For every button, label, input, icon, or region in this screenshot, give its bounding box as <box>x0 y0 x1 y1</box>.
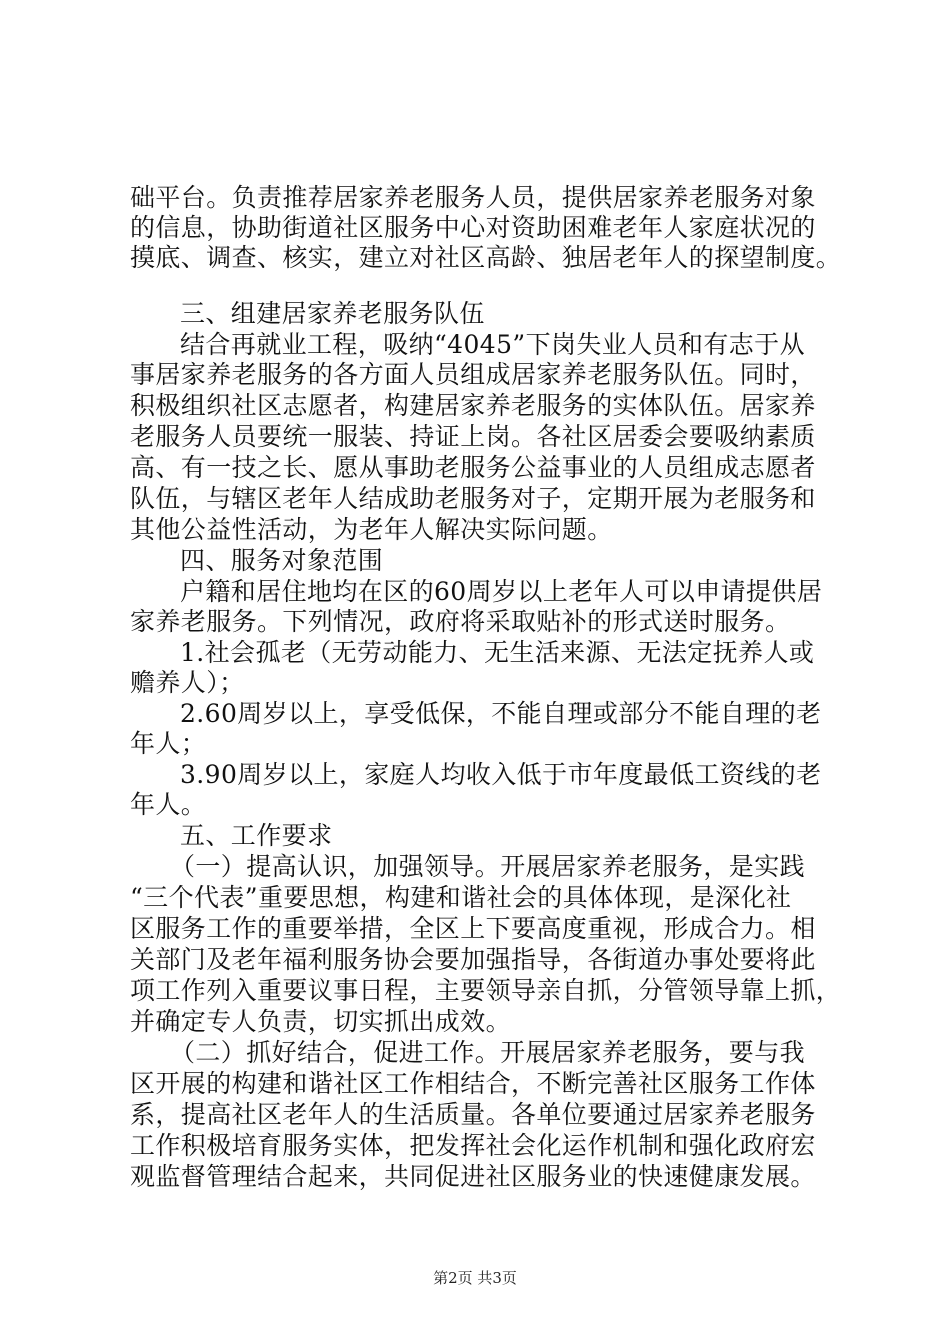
paragraph-line: 础平台。负责推荐居家养老服务人员，提供居家养老服务对象 <box>130 183 816 212</box>
paragraph-line: 结合再就业工程，吸纳“4045”下岗失业人员和有志于从 <box>180 330 805 359</box>
paragraph-line: （一）提高认识，加强领导。开展居家养老服务，是实践 <box>170 852 806 881</box>
paragraph-line: 高、有一技之长、愿从事助老服务公益事业的人员组成志愿者 <box>130 453 816 482</box>
section-heading: 五、工作要求 <box>180 821 333 850</box>
paragraph-line: 工作积极培育服务实体，把发挥社会化运作机制和强化政府宏 <box>130 1131 816 1160</box>
paragraph-line: 观监督管理结合起来，共同促进社区服务业的快速健康发展。 <box>130 1162 816 1191</box>
paragraph-line: 并确定专人负责，切实抓出成效。 <box>130 1007 512 1036</box>
list-item-line: 赡养人）； <box>130 668 245 697</box>
paragraph-line: 的信息，协助街道社区服务中心对资助困难老年人家庭状况的 <box>130 213 816 242</box>
list-item-line: 1.社会孤老（无劳动能力、无生活来源、无法定抚养人或 <box>180 638 815 667</box>
list-item-line: 2.60周岁以上，享受低保，不能自理或部分不能自理的老 <box>180 699 822 728</box>
paragraph-line: 区服务工作的重要举措，全区上下要高度重视，形成合力。相 <box>130 914 816 943</box>
paragraph-line: 队伍，与辖区老年人结成助老服务对子，定期开展为老服务和 <box>130 484 816 513</box>
paragraph-line: 事居家养老服务的各方面人员组成居家养老服务队伍。同时， <box>130 360 816 389</box>
section-heading: 四、服务对象范围 <box>180 546 384 575</box>
section-heading: 三、组建居家养老服务队伍 <box>180 299 485 328</box>
paragraph-line: 积极组织社区志愿者，构建居家养老服务的实体队伍。居家养 <box>130 391 816 420</box>
paragraph-line: （二）抓好结合，促进工作。开展居家养老服务，要与我 <box>170 1038 806 1067</box>
list-item-line: 年人。 <box>130 790 207 819</box>
paragraph-line: 项工作列入重要议事日程，主要领导亲自抓，分管领导靠上抓， <box>130 976 842 1005</box>
paragraph-line: 系，提高社区老年人的生活质量。各单位要通过居家养老服务 <box>130 1100 816 1129</box>
page-number-footer: 第2页 共3页 <box>433 1269 517 1287</box>
paragraph-line: 摸底、调查、核实，建立对社区高龄、独居老年人的探望制度。 <box>130 243 842 272</box>
list-item-line: 年人； <box>130 729 207 758</box>
paragraph-line: 家养老服务。下列情况，政府将采取贴补的形式送时服务。 <box>130 607 791 636</box>
paragraph-line: 户籍和居住地均在区的60周岁以上老年人可以申请提供居 <box>180 577 823 606</box>
paragraph-line: 关部门及老年福利服务协会要加强指导，各街道办事处要将此 <box>130 945 816 974</box>
paragraph-line: 其他公益性活动，为老年人解决实际问题。 <box>130 515 613 544</box>
paragraph-line: “三个代表”重要思想，构建和谐社会的具体体现，是深化社 <box>130 883 792 912</box>
paragraph-line: 老服务人员要统一服装、持证上岗。各社区居委会要吸纳素质 <box>130 422 816 451</box>
paragraph-line: 区开展的构建和谐社区工作相结合，不断完善社区服务工作体 <box>130 1069 816 1098</box>
list-item-line: 3.90周岁以上，家庭人均收入低于市年度最低工资线的老 <box>180 760 822 789</box>
